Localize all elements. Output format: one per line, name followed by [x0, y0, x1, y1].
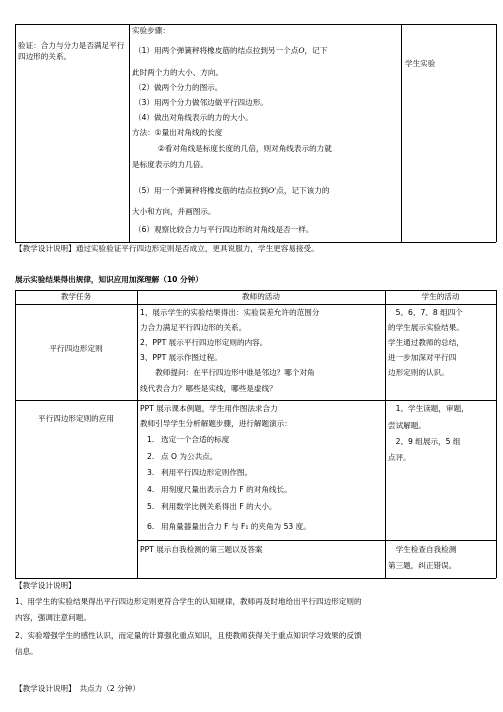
step-number: 4. [147, 485, 155, 494]
table2-row2-border [137, 540, 496, 541]
solution-step [147, 484, 292, 495]
header-task: 教学任务 [60, 292, 92, 301]
step-3: （3）用两个分力做邻边做平行四边形。 [134, 98, 268, 107]
step-text: 点 O 为公共点。 [161, 452, 218, 461]
design-note-2-item: 信息。 [15, 647, 38, 656]
row1-student-line: 的学生展示实验结果。 [388, 323, 464, 332]
step-number: 6. [147, 522, 155, 531]
student-activity: 学生实验 [405, 59, 436, 68]
table2-right-border [496, 290, 497, 578]
step-5-text-b: 点，记下该力的 [276, 186, 330, 195]
step-1-line-1 [134, 45, 327, 56]
row1-teacher-line: 力合力满足平行四边形的关系。 [140, 323, 247, 332]
step-text: 选定一个合适的标度 [161, 435, 230, 444]
row1-student-line: 边形定则的认识。 [388, 368, 449, 377]
row1-teacher-line: 2、PPT 展示平行四边形定则的内容。 [140, 338, 268, 347]
experiment-purpose: 验证：合力与分力是否满足平行四边形的关系。 [18, 41, 125, 62]
step-number: 1. [147, 435, 155, 444]
row1-teacher-line: 教师提问：在平行四边形中谁是邻边？哪个对角 [140, 368, 315, 377]
step-text: 利用数学比例关系得出 F 的大小。 [161, 502, 277, 511]
row1-teacher-line: 线代表合力？哪些是实线，哪些是虚线？ [140, 384, 277, 393]
table1-right-border [496, 24, 497, 242]
table2-row1-border [15, 400, 496, 401]
step-1-text-b: ，记下 [304, 46, 328, 55]
step-5-line-1 [134, 185, 329, 196]
method-line-2: ②看对角线是标度长度的几倍，则对角线表示的力就 [158, 144, 332, 153]
step-text: 用角量器量出合力 F 与 F₁ 的夹角为 53 度。 [161, 522, 311, 531]
step-4: （4）做出对角线表示的力的大小。 [134, 113, 253, 122]
row1-student-line: 5、6、7、8 组四个 [388, 308, 463, 317]
solution-step [147, 501, 277, 512]
row2-teacher-intro: 教师引导学生分析解题步骤，进行解题演示： [140, 419, 292, 428]
solution-step [147, 467, 252, 478]
step-text: 用刻度尺量出表示合力 F 的对角线长。 [161, 485, 292, 494]
table2-divider-2 [385, 290, 386, 578]
solution-step [147, 521, 311, 532]
step-1-line-2: 此时两个力的大小、方向。 [132, 68, 224, 77]
table1-divider-2 [401, 24, 402, 242]
table2-header-border [15, 304, 496, 305]
row2-task: 平行四边形定则的应用 [38, 414, 114, 423]
design-note-2-item: 内容，强调注意问题。 [15, 613, 91, 622]
step-6: （6）观察比较合力与平行四边形的对角线是否一样。 [134, 225, 314, 234]
step-text: 利用平行四边形定则作图。 [161, 468, 253, 477]
step-number: 2. [147, 452, 155, 461]
row2-student-line: 1、学生读题，审题， [388, 404, 469, 413]
row3-student-line: 第三题，纠正错误。 [388, 561, 457, 570]
step-1-text: （1）用两个弹簧秤将橡皮筋的结点拉到另一个点 [134, 46, 299, 55]
row1-student-line: 进一步加深对平行四 [388, 353, 457, 362]
step-2: （2）做两个分力的图示。 [134, 83, 223, 92]
row3-student-line: 学生检查自我检测 [388, 545, 457, 554]
step-number: 5. [147, 502, 155, 511]
row1-task: 平行四边形定则 [49, 344, 103, 353]
solution-step [147, 451, 217, 462]
table2-bottom-border [15, 578, 496, 579]
method-line-3: 是标度表示的力几倍。 [132, 160, 208, 169]
design-note-2-item: 2、实验增强学生的感性认识，而定量的计算强化重点知识，且使教师获得关于重点知识学习效果的反馈 [15, 631, 362, 640]
row1-student-line: 学生通过教师的总结， [388, 338, 464, 347]
step-5-line-2: 大小和方向，并画图示。 [132, 207, 216, 216]
header-teacher: 教师的活动 [242, 292, 280, 301]
table1-left-border [15, 24, 16, 242]
point-o-prime: O' [267, 186, 277, 195]
table1-top-border [15, 24, 496, 25]
method-line-1: 方法：①量出对角线的长度 [132, 128, 223, 137]
solution-step [147, 434, 229, 445]
design-note-2-item: 1、用学生的实验结果得出平行四边形定则更符合学生的认知规律，教师再及时地给出平行四边形定则的 [15, 597, 362, 606]
steps-title: 实验步骤： [132, 26, 170, 35]
table2-divider-1 [137, 290, 138, 578]
row1-teacher-line: 1、展示学生的实验结果得出：实验误差允许的范围分 [140, 308, 320, 317]
step-5-text: （5）用一个弹簧秤将橡皮筋的结点拉到 [134, 186, 268, 195]
design-note-3: 【教学设计说明】 共点力（2 分钟） [15, 684, 140, 693]
table2-left-border [15, 290, 16, 578]
row2-student-line: 2、9 组展示，5 组 [388, 437, 461, 446]
step-number: 3. [147, 468, 155, 477]
row3-teacher: PPT 展示自我检测的第三题以及答案 [140, 545, 263, 554]
row1-teacher-line: 3、PPT 展示作图过程。 [140, 353, 222, 362]
design-note-2-title: 【教学设计说明】 [15, 581, 76, 590]
section-title: 展示实验结果得出规律，知识应用加深理解（10 分钟） [15, 275, 203, 284]
row2-teacher-intro: PPT 展示课本例题，学生用作图法求合力 [140, 404, 278, 413]
point-o: O [298, 46, 305, 55]
design-note-1: 【教学设计说明】通过实验验证平行四边形定则是否成立，更具说服力，学生更容易接受。 [15, 244, 319, 253]
row2-student-line: 尝试解题。 [388, 421, 426, 430]
header-student: 学生的活动 [421, 292, 460, 301]
row2-student-line: 点评。 [388, 453, 411, 462]
table1-divider-1 [129, 24, 130, 242]
